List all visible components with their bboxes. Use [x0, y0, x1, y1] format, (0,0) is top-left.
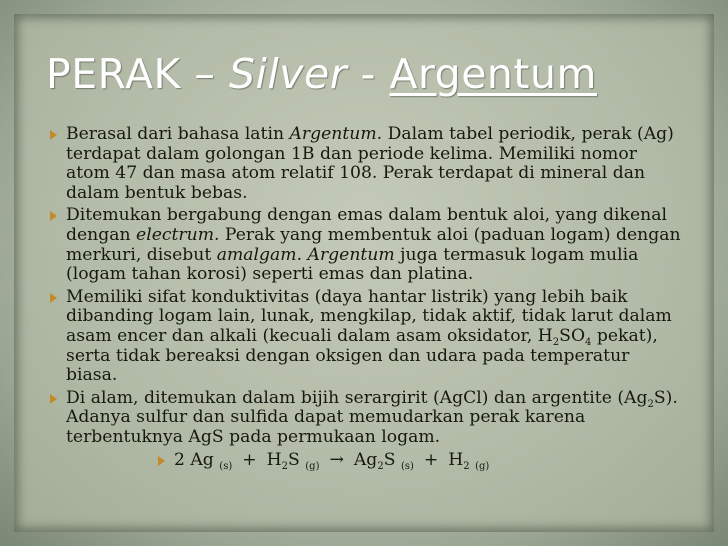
- slide-title: [46, 50, 597, 98]
- bullet-text: Berasal dari bahasa latin: [66, 124, 290, 144]
- eq-arrow: →: [329, 449, 344, 470]
- bullet-arrow-icon: [50, 293, 57, 303]
- eq-plus: +: [423, 449, 439, 470]
- bullet-item-nature: [49, 389, 685, 448]
- bullet-text: pekat), serta tidak bereaksi dengan oksigen dan udara pada temperatur biasa.: [66, 325, 658, 386]
- bullet-list: [49, 125, 685, 470]
- eq-s: S: [383, 449, 396, 470]
- bullet-emphasis: Argentum: [307, 244, 395, 265]
- subscript: 4: [585, 336, 592, 348]
- title-part-silver: Silver: [228, 50, 348, 98]
- bullet-text: Perak yang membentuk aloi (paduan logam) dengan merkuri, disebut: [66, 224, 681, 265]
- eq-state: (s): [400, 460, 414, 472]
- chemical-equation: [174, 451, 685, 471]
- bullet-arrow-icon: [158, 456, 165, 466]
- subscript: 2: [647, 398, 654, 410]
- eq-state: (g): [305, 460, 320, 472]
- bullet-text: juga termasuk logam mulia (logam tahan korosi) seperti emas dan platina.: [66, 244, 639, 285]
- eq-h: H: [266, 449, 282, 470]
- eq-state: (s): [219, 460, 233, 472]
- bullet-arrow-icon: [50, 394, 57, 404]
- subscript: 2: [552, 336, 560, 348]
- bullet-item-alloy: [49, 206, 685, 284]
- title-part-dash: -: [347, 50, 390, 98]
- bullet-text: SO: [559, 325, 586, 346]
- title-part-perak: PERAK –: [46, 50, 229, 98]
- bullet-arrow-icon: [50, 211, 57, 221]
- eq-state: (g): [475, 460, 490, 472]
- bullet-emphasis: amalgam: [216, 244, 297, 265]
- eq-h2: H: [448, 449, 464, 470]
- title-part-argentum: Argentum: [389, 50, 597, 98]
- bullet-item-origin: [49, 125, 685, 203]
- bullet-text: S). Adanya sulfur dan sulfida dapat memudarkan perak karena terbentuknya AgS pada permukaan logam.: [66, 387, 678, 447]
- eq-plus: +: [242, 449, 257, 470]
- bullet-emphasis: electrum.: [136, 224, 220, 245]
- bullet-text: Dalam tabel periodik, perak (Ag) terdapat dalam golongan 1B dan periode kelima. Memiliki nomor atom 47 dan masa atom relatif 108. Perak terdapat di mineral dan dalam bentuk bebas.: [66, 124, 674, 203]
- bullet-text: Di alam, ditemukan dalam bijih serargirit (AgCl) dan argentite (Ag: [66, 387, 648, 408]
- bullet-item-properties: [49, 288, 685, 386]
- bullet-text: .: [296, 244, 308, 265]
- bullet-text: Ditemukan bergabung dengan emas dalam bentuk aloi, yang dikenal dengan: [66, 205, 667, 245]
- subscript: 2: [463, 460, 470, 472]
- bullet-arrow-icon: [50, 130, 57, 140]
- bullet-text: Memiliki sifat konduktivitas (daya hantar listrik) yang lebih baik dibanding logam lain, lunak, mengkilap, tidak aktif, tidak larut dalam asam encer dan alkali (kecuali dalam asam oksidator, H: [66, 286, 672, 346]
- eq-reactant-ag: 2 Ag: [174, 449, 214, 470]
- eq-ag: Ag: [353, 449, 378, 470]
- bullet-emphasis: Argentum.: [289, 124, 383, 144]
- subscript: 2: [281, 460, 289, 472]
- eq-s: S: [288, 449, 300, 470]
- subscript: 2: [377, 460, 384, 472]
